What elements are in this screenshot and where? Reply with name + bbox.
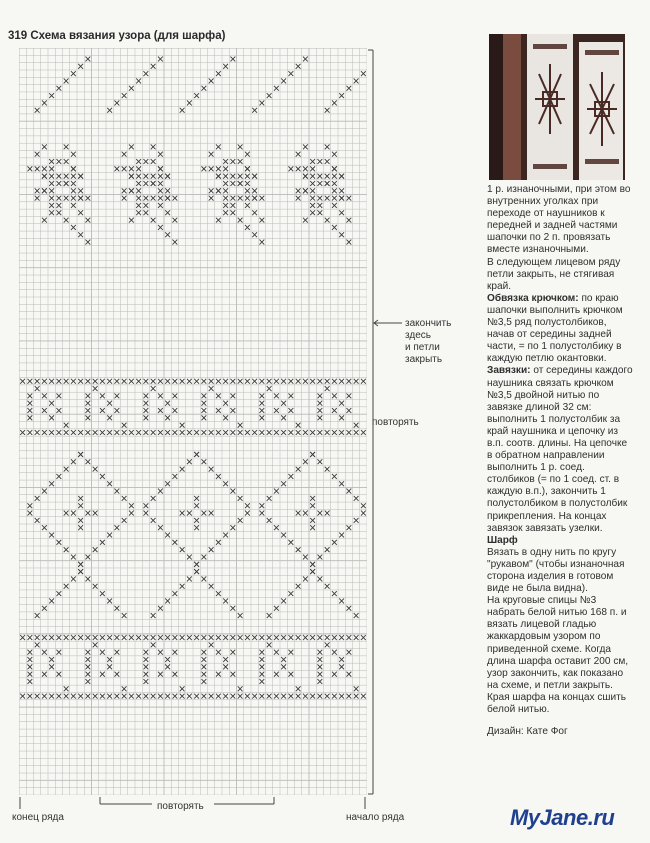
designer-signature: Дизайн: Кате Фог <box>487 726 568 738</box>
repeat-vertical-label: повторять <box>372 417 419 428</box>
scarf-heading <box>487 535 635 547</box>
site-watermark <box>510 805 614 831</box>
para-knit-round: Вязать в одну нить по кругу "рукавом" (чтобы изнаночная сторона изделия в готовом виде не была видна). <box>487 546 625 595</box>
finish-marker <box>372 318 406 328</box>
finish-label <box>405 318 451 366</box>
finish-label-line1: закончить <box>405 318 452 329</box>
row-start-marker <box>362 796 368 810</box>
scarf-heading-text: Шарф <box>487 534 518 546</box>
para-purl-row: 1 р. изнаночными, при этом во внутренних уголках при переходе от наушников к передней и задней частями шапочки по 2 п. провязать вместе изнаночными. <box>487 184 631 256</box>
para-ties <box>487 365 635 534</box>
finish-label-line2: здесь <box>405 330 431 341</box>
chart-title: 319 Схема вязания узора (для шарфа) <box>8 30 226 42</box>
row-end-marker <box>17 796 23 810</box>
crochet-edge-heading: Обвязка крючком: <box>487 292 579 304</box>
row-start-label: начало ряда <box>346 812 405 823</box>
row-end-label: конец ряда <box>12 812 64 823</box>
para-crochet-edge <box>487 293 635 366</box>
watermark-text: MyJane.ru <box>510 805 615 830</box>
ties-heading: Завязки: <box>487 365 531 377</box>
para-bind-off: В следующем лицевом ряду петли закрыть, не стягивая край. <box>487 256 621 292</box>
knitting-chart <box>19 48 367 795</box>
instructions-column <box>487 184 635 738</box>
repeat-horizontal-label: повторять <box>157 801 204 812</box>
scarf-photo-image <box>489 34 625 180</box>
scarf-photo <box>489 34 625 180</box>
grid-lines <box>19 48 367 795</box>
chart-grid <box>19 48 367 795</box>
ties-text: от середины каждого наушника связать крючком №3,5 двойной нитью по завязке длиной 32 см: выполнить 1 полустолбик за край наушника и цепочку из в.п. соотв. длины. На цепочке в обратном направлении выполнить 1 р. соед. столбиков (= по 1 соед. ст. в каждую в.п.), закончить 1 полустолбиком в полустолбик прикрепления. На концах завязок завязать узелки. <box>487 365 633 534</box>
para-scarf-cast-on: На круговые спицы №3 набрать белой нитью 168 п. и вязать лицевой гладью жаккардовым узором по приведенной схеме. Когда длина шарфа оставит 200 см, узор закончить, как показано на схеме, и петли закрыть. Края шарфа на концах сшить белой нитью. <box>487 595 629 716</box>
finish-label-line4: закрыть <box>405 354 443 365</box>
finish-label-line3: и петли <box>405 342 440 353</box>
crochet-edge-text: по краю шапочки выполнить крючком №3,5 ряд полустолбиков, начав от середины задней части, = по 1 полустолбику в каждую петлю окантовки. <box>487 292 623 365</box>
